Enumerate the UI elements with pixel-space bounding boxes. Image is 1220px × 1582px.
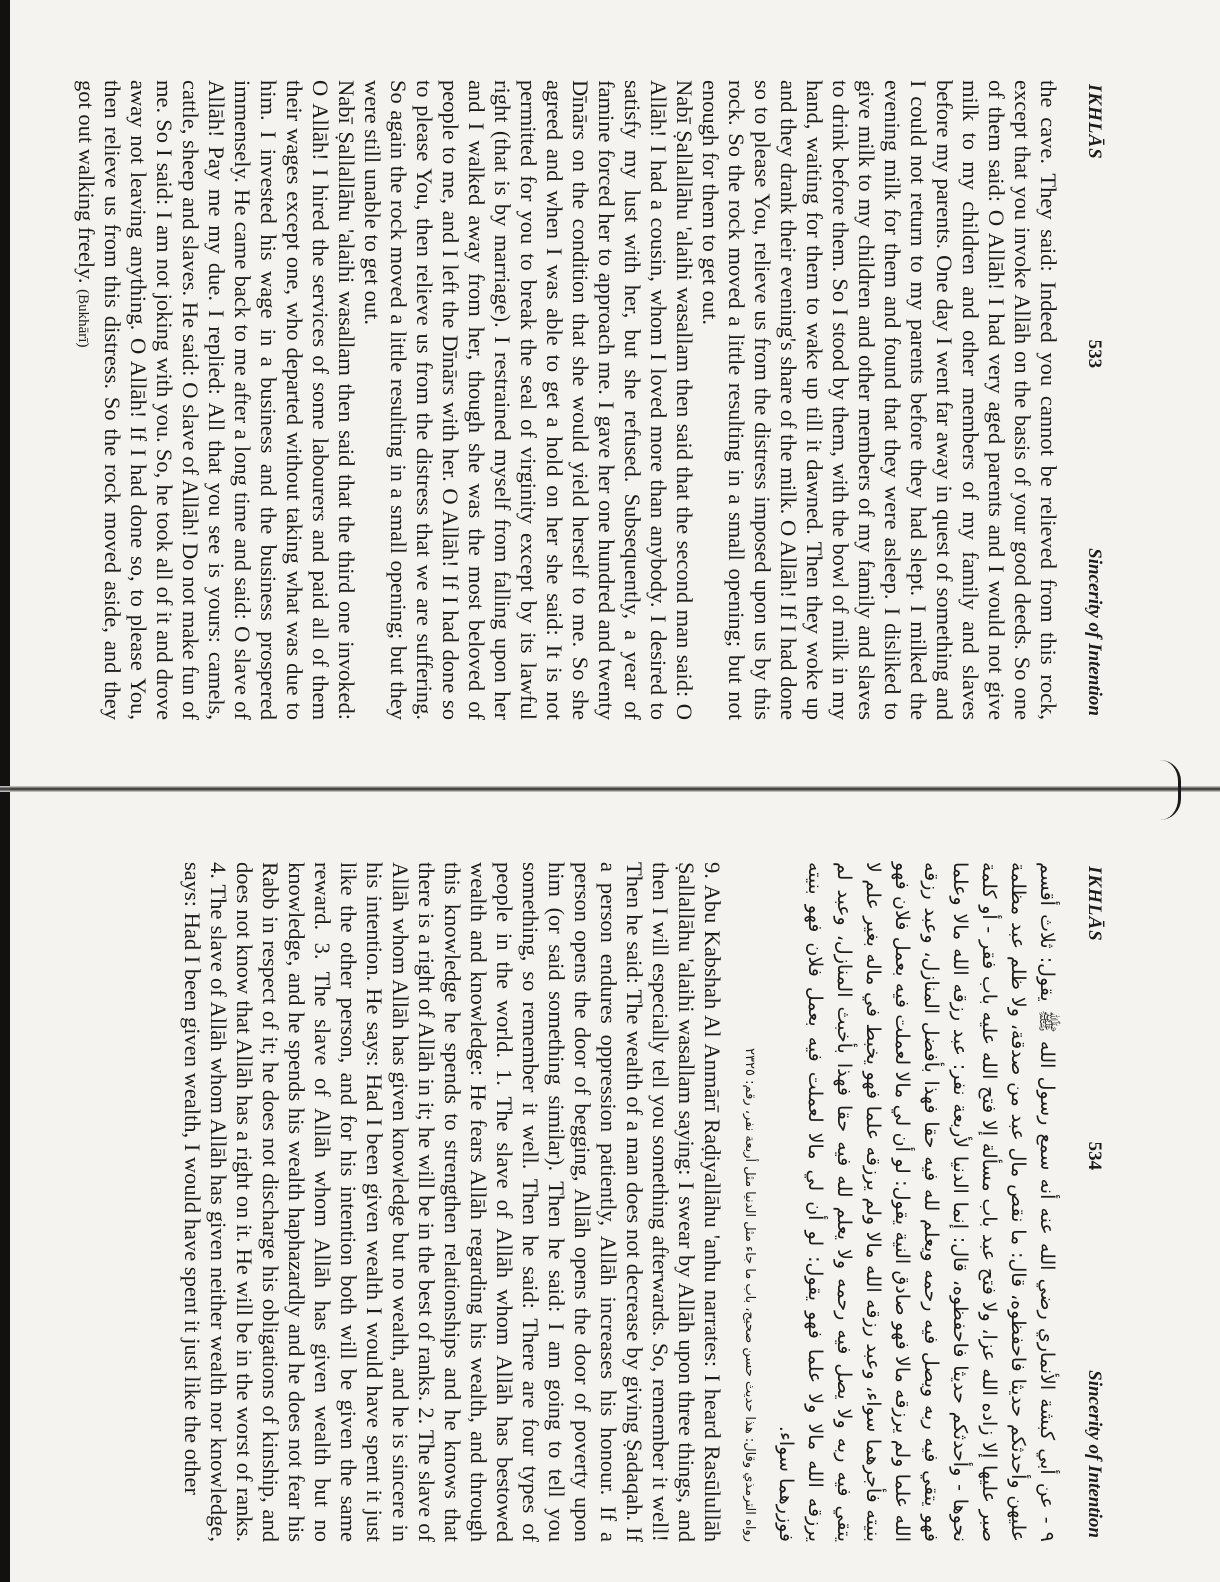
paragraph	[70, 80, 359, 720]
running-head	[1083, 862, 1105, 1542]
page-533	[74, 80, 1105, 720]
book-title: IKHLĀS	[1084, 84, 1105, 160]
paragraph: the cave. They said: Indeed you cannot be relieved from this rock, except that you invoke Allāh on the basis of your good deeds. So one of them said: O Allāh! I had very aged parents and I would not give milk to my children and other members of my family and slaves before my parents. One day I went far away in quest of something and I could not return to my parents before they had slept. I milked the evening milk for them and found that they were asleep. I disliked to give milk to my children and other members of my family and slaves to drink before them. So I stood by them, with the bowl of milk in my hand, waiting for them to wake up till it dawned. Then they woke up and they drank their evening's share of the milk. O Allāh! If I had done so to please You, relieve us from the distress imposed upon us by this rock. So the rock moved a little resulting in a small opening; but not enough for them to get out.	[698, 80, 1061, 720]
source-citation: (Bukhārī)	[75, 289, 91, 348]
book-spine	[0, 786, 1220, 792]
page-body	[70, 80, 1061, 720]
arabic-source-reference: رواه الترمذي وقال: هذا حديث حسن صحيح، باب ما جاء مثل الدنيا مثل أربعة نفر، رقم: ٢٣٢٥	[742, 1048, 757, 1542]
book-title: IKHLĀS	[1084, 866, 1105, 942]
chapter-title: Sincerity of Intention	[1084, 1370, 1105, 1538]
page-number: 534	[1084, 1141, 1105, 1171]
arabic-hadith-text: ٩ - عن أبي كبشة الأنماري رضي الله عنه أنه سمع رسول الله ﷺ يقول: ثلاث أقسم عليهن وأحدثكم حديثا فاحفظوه، قال: ما نقص مال عبد من صدقة، ولا ظلم عبد مظلمة صبر عليها إلا زاده الله عزا، ولا فتح عبد باب مسألة إلا فتح الله عليه باب فقر - أو كلمة نحوها - وأحدثكم حديثا فاحفظوه، قال: إنما الدنيا لأربعة نفر: عبد رزقه الله مالا وعلما فهو يتقي فيه ربه ويصل فيه رحمه ويعلم لله فيه حقا فهذا بأفضل المنازل، وعبد رزقه الله علما ولم يرزقه مالا فهو صادق النية يقول: لو أن لي مالا لعملت فيه بعمل فلان فهو بنيته فأجرهما سواء، وعبد رزقه الله مالا ولم يرزقه علما فهو يخبط في ماله بغير علم لا يتقي فيه ربه ولا يصل فيه رحمه ولا يعلم لله فيه حقا فهذا بأخبث المنازل، وعبد لم يرزقه الله مالا ولا علما فهو يقول: لو أن لي مالا لعملت فيه بعمل فلان فهو بنيته فوزرهما سواء.	[775, 862, 1058, 1542]
chapter-title: Sincerity of Intention	[1084, 548, 1105, 716]
paragraph: 9. Abu Kabshah Al Anmārī Raḍiyallāhu 'anhu narrates: I heard Rasūlullāh Ṣallallāhu 'alaihi wasallam saying: I swear by Allāh upon three things, and then I will especially tell you something afterwards. So, remember it well! Then he said: The wealth of a man does not decrease by giving Ṣadaqah. If a person endures oppression patiently, Allāh increases his honour. If a person opens the door of begging, Allāh opens the door of poverty upon him (or said something similar). Then he said: I am going to tell you something, so remember it well. Then he said: There are four types of people in the world. 1. The slave of Allāh whom Allāh has bestowed wealth and knowledge: He fears Allāh regarding his wealth, and through this knowledge he spends to strengthen relationships and he knows that there is a right of Allāh in it; he will be in the best of ranks. 2. The slave of Allāh whom Allāh has given knowledge but no wealth, and he is sincere in his intention. He says: Had I been given wealth I would have spent it just like the other person, and for his intention both will be given the same reward. 3. The slave of Allāh whom Allāh has given wealth but no knowledge, and he spends his wealth haphazardly and he does not fear his Rabb in respect of it; he does not discharge his obligations of kinship, and does not know that Allāh has a right on it. He will be in the worst of ranks. 4. The slave of Allāh whom Allāh has given neither wealth nor knowledge, says: Had I been given wealth, I would have spent it just like the other	[180, 862, 725, 1542]
page-number: 533	[1084, 339, 1105, 369]
page-534	[105, 862, 1105, 1542]
page-body	[179, 862, 725, 1542]
spine-shadow	[1160, 760, 1181, 820]
paragraph-text: Nabī Ṣallallāhu 'alaihi wasallam then said that the third one invoked: O Allāh! I hired the services of some labourers and paid all of them their wages except one, who departed without taking what was due to him. I invested his wage in a business and the business prospered immensely. He came back to me after a long time and said: O slave of Allāh! Pay me my due. I replied: All that you see is yours: camels, cattle, sheep and slaves. He said: O slave of Allāh! Do not make fun of me. So I said: I am not joking with you. So, he took all of it and drove away not leaving anything. O Allāh! If I had done so, to please You, then relieve us from this distress. So the rock moved aside, and they got out walking freely.	[74, 80, 359, 720]
running-head	[1083, 80, 1105, 720]
paragraph: Nabī Ṣallallāhu 'alaihi wasallam then said that the second man said: O Allāh! I had a cousin, whom I loved more than anybody. I desired to satisfy my lust with her, but she refused. Subsequently, a year of famine forced her to approach me. I gave her one hundred and twenty Dīnārs on the condition that she would yield herself to me. So she agreed and when I was able to get a hold on her she said: It is not permitted for you to break the seal of virginity except by its lawful right (that is by marriage). I restrained myself from falling upon her and I walked away from her, though she was the most beloved of people to me, and I left the Dīnārs with her. O Allāh! If I had done so to please You, then relieve us from the distress that we are suffering. So again the rock moved a little resulting in a small opening; but they were still unable to get out.	[360, 80, 697, 720]
